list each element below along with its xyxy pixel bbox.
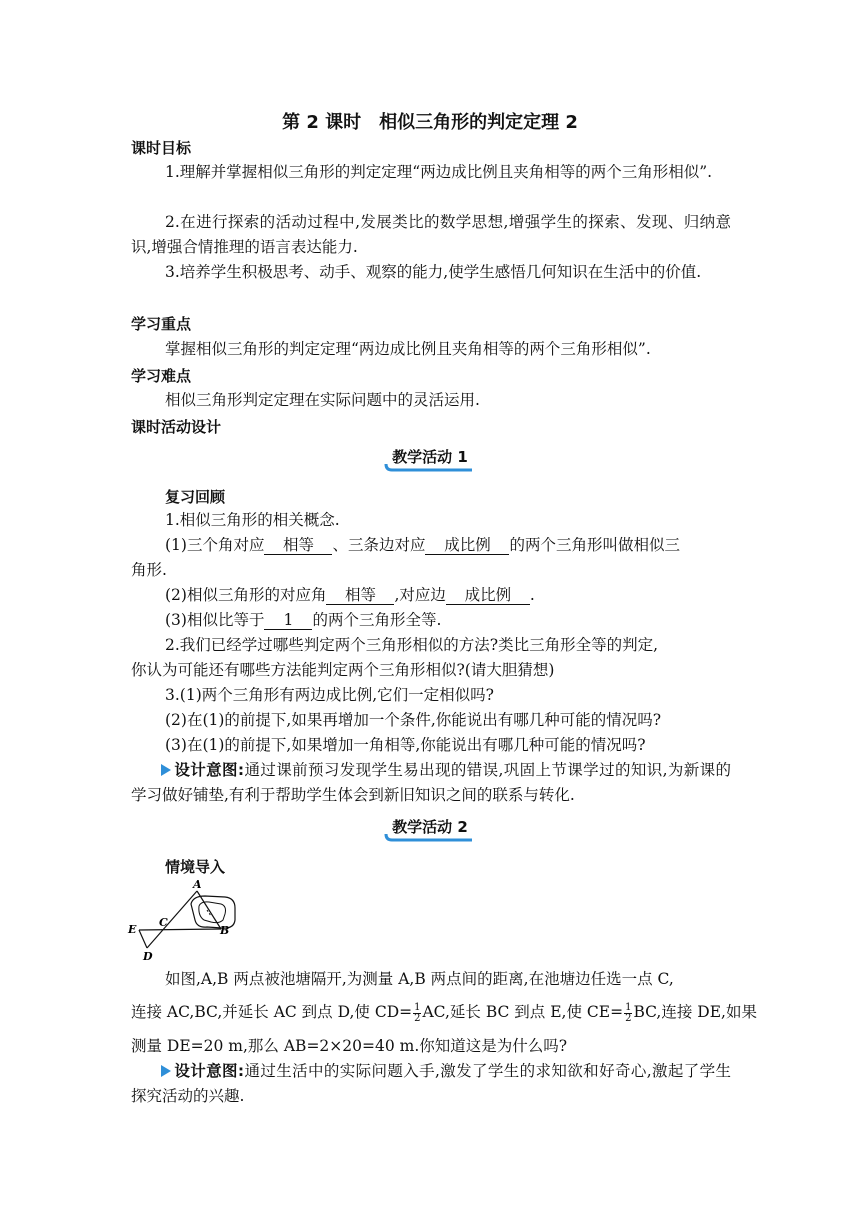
activity1-design-intent <box>131 758 731 808</box>
q1-2-text-b: ,对应边 <box>394 586 446 604</box>
q1-3-text-b: 的两个三角形全等. <box>312 611 442 629</box>
line-DE <box>139 930 147 948</box>
review-q1-3 <box>165 608 441 633</box>
pond-figure <box>125 876 245 962</box>
q1-1-blank-2: 成比例 <box>425 536 509 555</box>
scenario-line2-b: AC,延长 BC 到点 E,使 CE= <box>422 1003 624 1021</box>
label-C: C <box>159 916 168 929</box>
line-AD <box>147 891 197 948</box>
line-EB <box>139 929 221 930</box>
goal-3: 3.培养学生积极思考、动手、观察的能力,使学生感悟几何知识在生活中的价值. <box>165 263 702 281</box>
intent-label: 设计意图: <box>174 1062 245 1080</box>
heading-goals: 课时目标 <box>131 139 192 157</box>
activity1-subheading: 复习回顾 <box>165 488 226 506</box>
review-q3-3: (3)在(1)的前提下,如果增加一角相等,你能说出有哪几种可能的情况吗? <box>165 736 646 754</box>
page-title: 第 2 课时 相似三角形的判定定理 2 <box>282 112 578 133</box>
activity2-banner-label: 教学活动 2 <box>392 818 468 836</box>
scenario-line2 <box>131 1000 757 1025</box>
review-q1-2 <box>165 583 535 608</box>
triangle-bullet-icon <box>161 1065 171 1077</box>
heading-difficulty: 学习难点 <box>131 367 192 385</box>
review-q2-line2: 你认为可能还有哪些方法能判定两个三角形相似?(请大胆猜想) <box>131 661 555 679</box>
activity1-banner-label: 教学活动 1 <box>392 448 468 466</box>
difficulty-text: 相似三角形判定定理在实际问题中的灵活运用. <box>165 391 480 409</box>
label-E: E <box>128 923 137 936</box>
label-A: A <box>193 878 202 891</box>
q1-2-blank-1: 相等 <box>326 586 394 605</box>
q1-3-blank: 1 <box>264 611 312 630</box>
review-q1: 1.相似三角形的相关概念. <box>165 511 340 529</box>
q1-1-blank-1: 相等 <box>264 536 332 555</box>
review-q3-2: (2)在(1)的前提下,如果再增加一个条件,你能说出有哪几种可能的情况吗? <box>165 711 662 729</box>
label-B: B <box>220 924 230 937</box>
review-q3-1: 3.(1)两个三角形有两边成比例,它们一定相似吗? <box>165 686 494 704</box>
q1-3-text-a: (3)相似比等于 <box>165 611 265 629</box>
q1-2-text-c: . <box>529 586 535 604</box>
fraction-denominator: 2 <box>625 1012 632 1024</box>
intent-text: 通过生活中的实际问题入手,激发了学生的求知欲和好奇心,激起了学生探究活动的兴趣. <box>131 1062 732 1105</box>
heading-focus: 学习重点 <box>131 315 192 333</box>
fraction-half-1 <box>413 1003 421 1024</box>
fraction-denominator: 2 <box>414 1012 421 1024</box>
activity2-banner <box>380 814 480 844</box>
focus-text: 掌握相似三角形的判定定理“两边成比例且夹角相等的两个三角形相似”. <box>165 340 651 358</box>
q1-2-blank-2: 成比例 <box>446 586 530 605</box>
review-q1-1 <box>165 533 680 558</box>
goal-2: 2.在进行探索的活动过程中,发展类比的数学思想,增强学生的探索、发现、归纳意识,增强合情推理的语言表达能力. <box>131 213 731 256</box>
intent-text: 通过课前预习发现学生易出现的错误,巩固上节课学过的知识,为新课的学习做好铺垫,有利于帮助学生体会到新旧知识之间的联系与转化. <box>131 761 732 804</box>
activity2-subheading: 情境导入 <box>165 858 226 876</box>
triangle-bullet-icon <box>161 764 171 776</box>
fraction-half-2 <box>624 1003 632 1024</box>
heading-design: 课时活动设计 <box>131 418 222 436</box>
fraction-numerator: 1 <box>625 1001 632 1013</box>
intent-label: 设计意图: <box>174 761 245 779</box>
review-q2-line1: 2.我们已经学过哪些判定两个三角形相似的方法?类比三角形全等的判定, <box>165 636 659 654</box>
review-q1-1-cont: 角形. <box>131 561 167 579</box>
fraction-numerator: 1 <box>414 1001 421 1013</box>
q1-1-text-c: 的两个三角形叫做相似三 <box>509 536 680 554</box>
scenario-line2-c: BC,连接 DE,如果 <box>633 1003 757 1021</box>
label-D: D <box>143 950 153 962</box>
scenario-line1: 如图,A,B 两点被池塘隔开,为测量 A,B 两点间的距离,在池塘边任选一点 C, <box>165 970 674 988</box>
goal-1: 1.理解并掌握相似三角形的判定定理“两边成比例且夹角相等的两个三角形相似”. <box>165 163 713 181</box>
pond-inner-outline <box>199 902 226 923</box>
scenario-line2-a: 连接 AC,BC,并延长 AC 到点 D,使 CD= <box>131 1003 413 1021</box>
activity2-design-intent <box>131 1059 731 1109</box>
q1-1-text-a: (1)三个角对应 <box>165 536 265 554</box>
scenario-line3: 测量 DE=20 m,那么 AB=2×20=40 m.你知道这是为什么吗? <box>131 1037 568 1055</box>
q1-1-text-b: 、三条边对应 <box>332 536 426 554</box>
q1-2-text-a: (2)相似三角形的对应角 <box>165 586 327 604</box>
activity1-banner <box>380 444 480 474</box>
